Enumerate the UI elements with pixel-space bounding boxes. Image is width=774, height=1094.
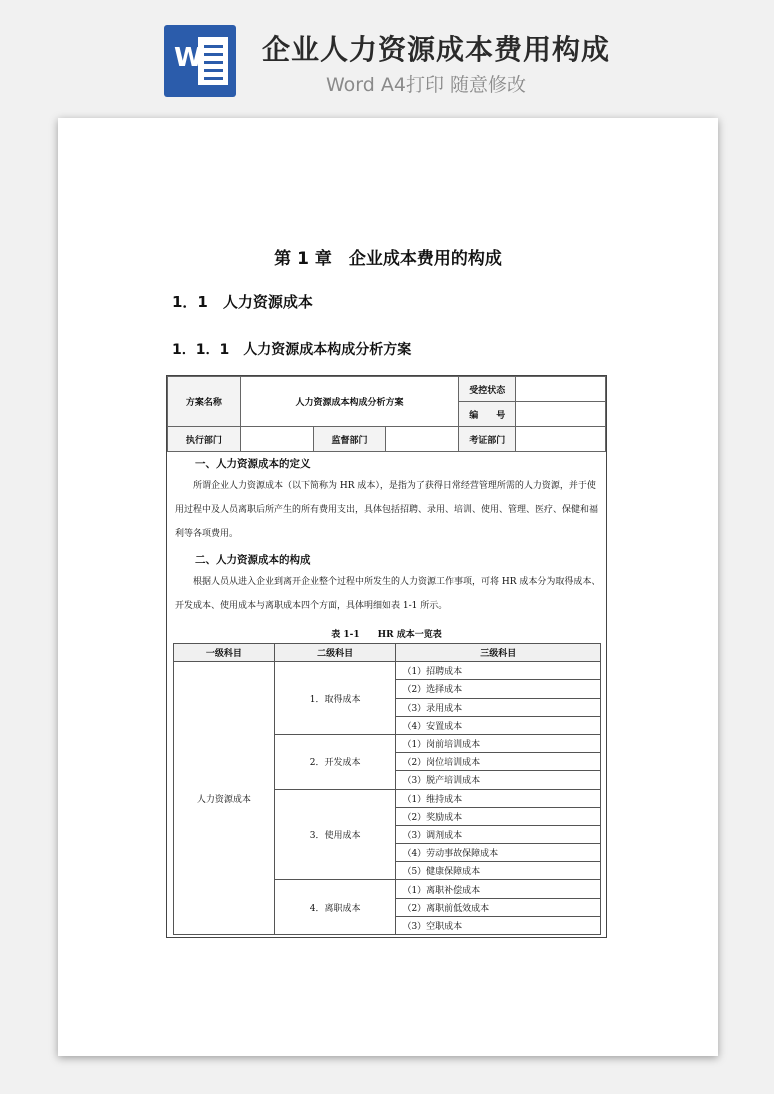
table-row [174, 662, 601, 680]
word-logo-icon [164, 25, 236, 97]
level3-cell: （2）离职前低效成本 [396, 898, 601, 916]
level3-cell: （3）录用成本 [396, 698, 601, 716]
plan-header-table [167, 376, 606, 452]
level3-cell: （3）脱产培训成本 [396, 771, 601, 789]
level2-cell: 3．使用成本 [274, 789, 396, 880]
chapter-heading: 第 1 章 企业成本费用的构成 [274, 249, 502, 269]
plan-form [166, 375, 607, 938]
level3-cell: （1）离职补偿成本 [396, 880, 601, 898]
banner [0, 0, 774, 110]
level3-cell: （3）空职成本 [396, 916, 601, 934]
control-status-value[interactable] [516, 377, 606, 402]
col-header-level2: 二级科目 [274, 644, 396, 662]
level1-cell: 人力资源成本 [174, 662, 275, 935]
control-status-label: 受控状态 [459, 377, 516, 402]
col-header-level3: 三级科目 [396, 644, 601, 662]
sec1-title: 一、人力资源成本的定义 [195, 458, 311, 470]
plan-name-label: 方案名称 [168, 377, 241, 427]
sec2-paragraph: 根据人员从进入企业到离开企业整个过程中所发生的人力资源工作事项，可将 HR 成本分为取得成本、开发成本、使用成本与离职成本四个方面，具体明细如表 1-1 所示。 [175, 577, 601, 611]
section-heading: 1．1 人力资源成本 [172, 293, 313, 311]
level3-cell: （1）维持成本 [396, 789, 601, 807]
subsection-heading: 1．1．1 人力资源成本构成分析方案 [172, 342, 412, 358]
level3-cell: （3）调剂成本 [396, 825, 601, 843]
sec2-title: 二、人力资源成本的构成 [195, 554, 311, 566]
col-header-level1: 一级科目 [174, 644, 275, 662]
level3-cell: （1）岗前培训成本 [396, 734, 601, 752]
banner-subtitle: Word A4打印 随意修改 [326, 74, 527, 96]
review-dept-value[interactable] [516, 427, 606, 452]
exec-dept-label: 执行部门 [168, 427, 241, 452]
logo-letter: W [174, 43, 203, 73]
level3-cell: （2）岗位培训成本 [396, 753, 601, 771]
level3-cell: （5）健康保障成本 [396, 862, 601, 880]
level2-cell: 1．取得成本 [274, 662, 396, 735]
banner-title: 企业人力资源成本费用构成 [262, 33, 611, 66]
exec-dept-value[interactable] [240, 427, 313, 452]
level3-cell: （4）劳动事故保障成本 [396, 844, 601, 862]
level2-cell: 4．离职成本 [274, 880, 396, 935]
plan-name-value: 人力资源成本构成分析方案 [240, 377, 458, 427]
level2-cell: 2．开发成本 [274, 734, 396, 789]
supervise-dept-value[interactable] [386, 427, 459, 452]
review-dept-label: 考证部门 [459, 427, 516, 452]
number-label: 编 号 [459, 402, 516, 427]
table-caption: 表 1-1 HR 成本一览表 [331, 630, 442, 640]
level3-cell: （2）奖励成本 [396, 807, 601, 825]
level3-cell: （2）选择成本 [396, 680, 601, 698]
supervise-dept-label: 监督部门 [313, 427, 386, 452]
level3-cell: （1）招聘成本 [396, 662, 601, 680]
hr-cost-table [173, 643, 601, 935]
number-value[interactable] [516, 402, 606, 427]
document-page [58, 118, 718, 1056]
sec1-paragraph: 所谓企业人力资源成本（以下简称为 HR 成本），是指为了获得日常经营管理所需的人力资源，并于使用过程中及人员离职后所产生的所有费用支出，具体包括招聘、录用、培训、使用、管理、医疗、保健和福利等各项费用。 [175, 481, 599, 539]
level3-cell: （4）安置成本 [396, 716, 601, 734]
